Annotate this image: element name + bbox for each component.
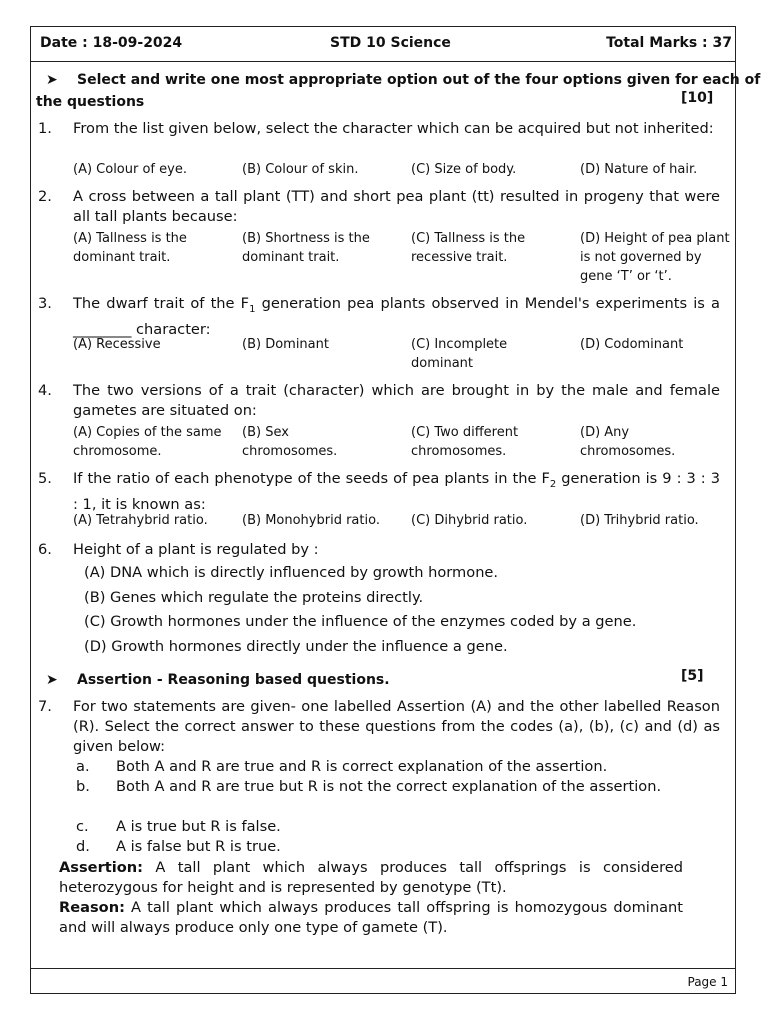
q3-text-part2: generation pea plants observed in Mendel's experiments is a ________ character:: [73, 295, 720, 338]
q2-option-d: (D) Height of pea plant is not governed by gene ‘T’ or ‘t’.: [580, 231, 730, 284]
code-label: c.: [76, 818, 89, 835]
code-text: Both A and R are true and R is correct explanation of the assertion.: [116, 758, 608, 775]
section1-instruction-line1: Select and write one most appropriate option out of the four options given for each of: [77, 72, 761, 88]
question-number: 6.: [38, 541, 52, 558]
reason-text: A tall plant which always produces tall offspring is homozygous dominant and will always produce only one type of gamete (T).: [59, 899, 683, 936]
code-label: a.: [76, 758, 90, 775]
question-text: [73, 469, 720, 515]
q1-option-b: (B) Colour of skin.: [242, 162, 359, 177]
code-text: A is false but R is true.: [116, 838, 281, 855]
q3-option-a: (A) Recessive: [73, 337, 161, 352]
q5-option-a: (A) Tetrahybrid ratio.: [73, 513, 208, 528]
q5-option-c: (C) Dihybrid ratio.: [411, 513, 528, 528]
q1-option-d: (D) Nature of hair.: [580, 162, 698, 177]
code-label: d.: [76, 838, 90, 855]
q5-subscript: 2: [549, 478, 557, 490]
section2-marks: [5]: [681, 668, 704, 684]
question-text: From the list given below, select the character which can be acquired but not inherited:: [73, 120, 714, 137]
question-number: 5.: [38, 470, 52, 487]
q6-option-c: (C) Growth hormones under the influence of the enzymes coded by a gene.: [84, 613, 637, 630]
question-text: For two statements are given- one labelled Assertion (A) and the other labelled Reason (R). Select the correct answer to these questions from the codes (a), (b), (c) and (d) as given below:: [73, 698, 720, 755]
q3-subscript: 1: [249, 303, 256, 315]
q1-option-c: (C) Size of body.: [411, 162, 517, 177]
q6-option-a: (A) DNA which is directly influenced by growth hormone.: [84, 564, 499, 581]
q3-text-part1: The dwarf trait of the F: [73, 295, 250, 312]
q4-option-b: (B) Sex chromosomes.: [242, 425, 338, 459]
q2-option-a: (A) Tallness is the dominant trait.: [73, 231, 187, 265]
section1-marks: [10]: [681, 90, 714, 106]
question-text: A cross between a tall plant (TT) and short pea plant (tt) resulted in progeny that were all tall plants because:: [73, 188, 720, 225]
q1-option-a: (A) Colour of eye.: [73, 162, 187, 177]
assertion-text: A tall plant which always produces tall offsprings is considered heterozygous for height and is represented by genotype (Tt).: [59, 859, 683, 896]
question-number: 2.: [38, 188, 52, 205]
q7-reason: [59, 898, 683, 938]
section2-bullet: ➤: [46, 672, 58, 688]
code-text: Both A and R are true but R is not the correct explanation of the assertion.: [116, 778, 662, 795]
q2-option-b: (B) Shortness is the dominant trait.: [242, 231, 370, 265]
exam-date: Date : 18-09-2024: [40, 35, 183, 51]
footer-divider: [30, 968, 736, 969]
q3-option-d: (D) Codominant: [580, 337, 684, 352]
question-number: 7.: [38, 698, 52, 715]
question-number: 1.: [38, 120, 52, 137]
q3-option-c: (C) Incomplete dominant: [411, 337, 508, 371]
exam-subject: STD 10 Science: [330, 35, 451, 51]
question-text: [73, 294, 720, 340]
q3-option-b: (B) Dominant: [242, 337, 329, 352]
code-label: b.: [76, 778, 90, 795]
q4-option-a: (A) Copies of the same chromosome.: [73, 425, 222, 459]
question-number: 4.: [38, 382, 52, 399]
q5-option-d: (D) Trihybrid ratio.: [580, 513, 699, 528]
q5-option-b: (B) Monohybrid ratio.: [242, 513, 380, 528]
q2-option-c: (C) Tallness is the recessive trait.: [411, 231, 526, 265]
q6-option-d: (D) Growth hormones directly under the influence a gene.: [84, 638, 508, 655]
assertion-label: Assertion:: [59, 859, 143, 876]
header-bar: [30, 26, 736, 62]
q4-option-d: (D) Any chromosomes.: [580, 425, 676, 459]
question-text: Height of a plant is regulated by :: [73, 541, 319, 558]
q5-text-part1: If the ratio of each phenotype of the seeds of pea plants in the F: [73, 470, 550, 487]
section2-title: Assertion - Reasoning based questions.: [77, 672, 390, 688]
q5-text-part2: generation is 9 : 3 : 3 : 1, it is known as:: [73, 470, 720, 513]
total-marks: Total Marks : 37: [606, 35, 732, 51]
question-text: The two versions of a trait (character) which are brought in by the male and female gametes are situated on:: [73, 382, 720, 419]
code-text: A is true but R is false.: [116, 818, 281, 835]
q4-option-c: (C) Two different chromosomes.: [411, 425, 519, 459]
q6-option-b: (B) Genes which regulate the proteins directly.: [84, 589, 424, 606]
q7-assertion: [59, 858, 683, 898]
reason-label: Reason:: [59, 899, 125, 916]
section1-instruction-line2: the questions: [36, 94, 145, 110]
section1-bullet: ➤: [46, 72, 58, 88]
page-number: Page 1: [687, 975, 728, 989]
question-number: 3.: [38, 295, 52, 312]
